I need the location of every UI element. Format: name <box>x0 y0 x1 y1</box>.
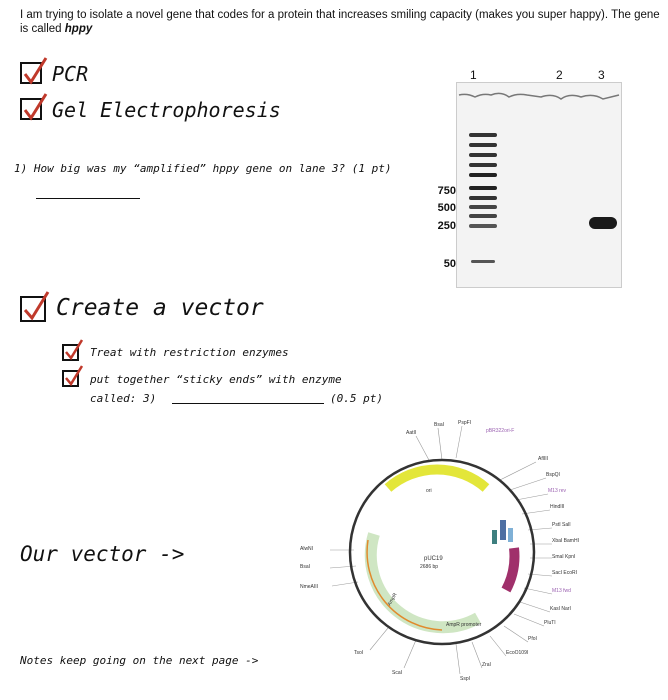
step-together: put together “sticky ends” with enzyme <box>90 373 342 386</box>
svg-text:pBR322ori-F: pBR322ori-F <box>486 428 515 434</box>
plasmid-map <box>296 418 636 690</box>
step-vector: Create a vector <box>56 295 264 321</box>
svg-text:EcoO109I: EcoO109I <box>506 650 529 656</box>
checkmark-icon <box>20 92 48 122</box>
step-pcr: PCR <box>52 62 89 86</box>
footer-note: Notes keep going on the next page -> <box>20 654 259 667</box>
ladder-label: 500 <box>437 202 456 214</box>
checkmark-icon <box>20 56 48 86</box>
svg-text:ZraI: ZraI <box>482 662 491 668</box>
svg-text:PstI SalI: PstI SalI <box>552 522 571 528</box>
svg-text:PspFI: PspFI <box>458 420 472 426</box>
svg-text:ori: ori <box>426 488 432 494</box>
question-1: 1) How big was my “amplified” hppy gene on lane 3? (1 pt) <box>14 162 392 175</box>
gene-name: hppy <box>64 23 93 35</box>
vector-label: Our vector -> <box>20 542 185 566</box>
treat-checkbox[interactable] <box>62 344 79 361</box>
svg-text:2686 bp: 2686 bp <box>420 564 439 570</box>
ladder-label: 750 <box>437 185 456 197</box>
ladder-label: 50 <box>443 258 456 270</box>
svg-text:AlwNI: AlwNI <box>300 546 314 552</box>
svg-text:SmaI KpnI: SmaI KpnI <box>552 554 576 560</box>
svg-text:BsaI: BsaI <box>434 422 445 428</box>
points-label: (0.5 pt) <box>330 392 383 405</box>
step-gel: Gel Electrophoresis <box>52 98 281 122</box>
gel-bands <box>457 83 621 287</box>
plasmid-diagram <box>296 418 636 690</box>
svg-text:XbaI BamHI: XbaI BamHI <box>552 538 579 544</box>
lane-label: 1 <box>470 68 477 82</box>
svg-text:PluTI: PluTI <box>544 620 556 626</box>
lane-label: 2 <box>556 68 563 82</box>
gel-checkbox[interactable] <box>20 98 42 120</box>
svg-text:M13 rev: M13 rev <box>548 488 567 494</box>
answer-blank[interactable] <box>36 198 140 199</box>
svg-text:AmpR: AmpR <box>386 591 399 607</box>
svg-text:KasI NarI: KasI NarI <box>550 606 571 612</box>
gel-image <box>456 82 622 288</box>
step-together-called: called: 3) <box>90 392 157 405</box>
svg-text:ScaI: ScaI <box>392 670 403 676</box>
ligate-checkbox[interactable] <box>62 370 79 387</box>
svg-text:SacI EcoRI: SacI EcoRI <box>552 570 578 576</box>
svg-text:BspQI: BspQI <box>546 472 560 478</box>
intro-text: I am trying to isolate a novel gene that codes for a protein that increases smiling capacity (makes you super happy). The gene is called hppy <box>20 9 660 35</box>
svg-text:SspI: SspI <box>460 676 471 682</box>
svg-text:AmpR promoter: AmpR promoter <box>446 622 482 628</box>
checkmark-icon <box>20 290 50 322</box>
checkmark-icon <box>62 364 84 388</box>
enzyme-answer-blank[interactable] <box>172 403 324 404</box>
svg-text:PfoI: PfoI <box>528 636 537 642</box>
pcr-checkbox[interactable] <box>20 62 42 84</box>
svg-text:HindIII: HindIII <box>550 504 565 510</box>
svg-text:AflIII: AflIII <box>538 456 549 462</box>
lane-label: 3 <box>598 68 605 82</box>
svg-text:NmeAIII: NmeAIII <box>300 584 319 590</box>
svg-text:M13 fwd: M13 fwd <box>552 588 571 594</box>
ladder-label: 250 <box>437 220 456 232</box>
vector-checkbox[interactable] <box>20 296 46 322</box>
svg-text:BsaI: BsaI <box>300 564 311 570</box>
svg-text:pUC19: pUC19 <box>424 556 443 562</box>
checkmark-icon <box>62 338 84 362</box>
svg-text:AatII: AatII <box>406 430 417 436</box>
step-treat: Treat with restriction enzymes <box>90 346 289 359</box>
svg-text:TsoI: TsoI <box>354 650 364 656</box>
